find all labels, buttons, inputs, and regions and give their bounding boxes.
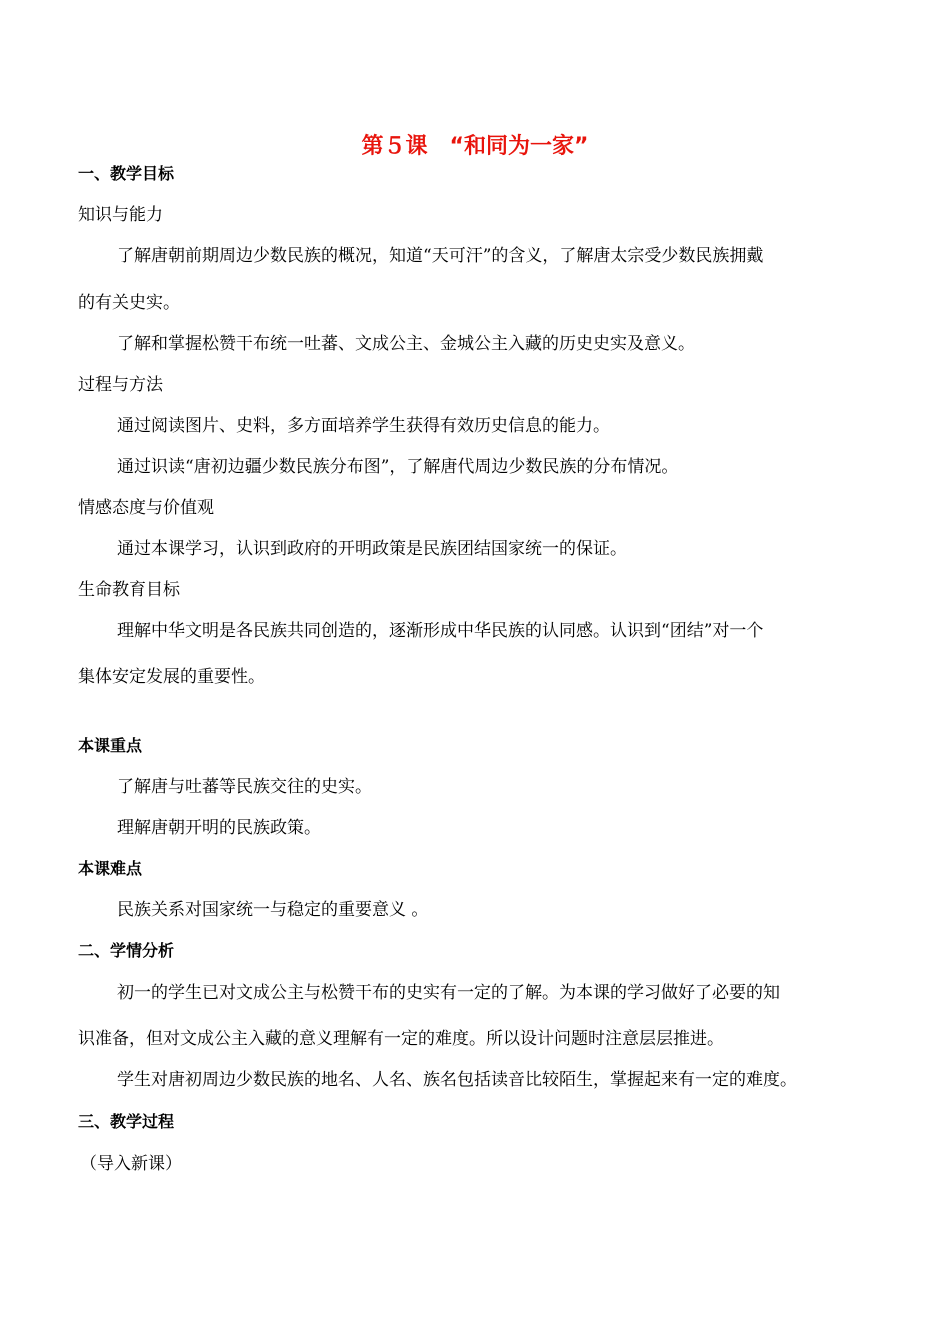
heading-difficult-points: 本课难点 — [78, 859, 143, 878]
subheading-life: 生命教育目标 — [78, 580, 180, 600]
intro-label: （导入新课） — [80, 1154, 182, 1174]
paragraph-knowledge-2: 了解和掌握松赞干布统一吐蕃、文成公主、金城公主入藏的历史史实及意义。 — [117, 334, 695, 354]
paragraph-key-1: 了解唐与吐蕃等民族交往的史实。 — [117, 777, 372, 797]
subheading-process: 过程与方法 — [78, 375, 163, 395]
heading-key-points: 本课重点 — [78, 736, 143, 755]
paragraph-knowledge-1-line-2: 的有关史实。 — [78, 293, 180, 313]
paragraph-knowledge-1-line-1: 了解唐朝前期周边少数民族的概况，知道“天可汗”的含义，了解唐太宗受少数民族拥戴 — [117, 246, 764, 266]
paragraph-life-1-line-1: 理解中华文明是各民族共同创造的，逐渐形成中华民族的认同感。认识到“团结”对一个 — [117, 621, 764, 641]
paragraph-difficult-1: 民族关系对国家统一与稳定的重要意义 。 — [117, 900, 429, 920]
paragraph-emotion-1: 通过本课学习，认识到政府的开明政策是民族团结国家统一的保证。 — [117, 539, 627, 559]
paragraph-analysis-1-line-1: 初一的学生已对文成公主与松赞干布的史实有一定的了解。为本课的学习做好了必要的知 — [117, 983, 780, 1003]
subheading-emotion: 情感态度与价值观 — [78, 498, 214, 518]
section-heading-teaching-goals: 一、教学目标 — [78, 164, 175, 183]
paragraph-key-2: 理解唐朝开明的民族政策。 — [117, 818, 321, 838]
section-heading-analysis: 二、学情分析 — [78, 941, 175, 960]
paragraph-analysis-1-line-2: 识准备，但对文成公主入藏的意义理解有一定的难度。所以设计问题时注意层层推进。 — [78, 1029, 724, 1049]
paragraph-process-2: 通过识读“唐初边疆少数民族分布图”，了解唐代周边少数民族的分布情况。 — [117, 457, 679, 477]
paragraph-life-1-line-2: 集体安定发展的重要性。 — [78, 667, 265, 687]
paragraph-process-1: 通过阅读图片、史料，多方面培养学生获得有效历史信息的能力。 — [117, 416, 610, 436]
subheading-knowledge: 知识与能力 — [78, 205, 163, 225]
page-title: 第５课 “和同为一家” — [361, 134, 589, 159]
section-heading-teaching-process: 三、教学过程 — [78, 1112, 175, 1131]
paragraph-analysis-2: 学生对唐初周边少数民族的地名、人名、族名包括读音比较陌生，掌握起来有一定的难度。 — [117, 1070, 797, 1090]
